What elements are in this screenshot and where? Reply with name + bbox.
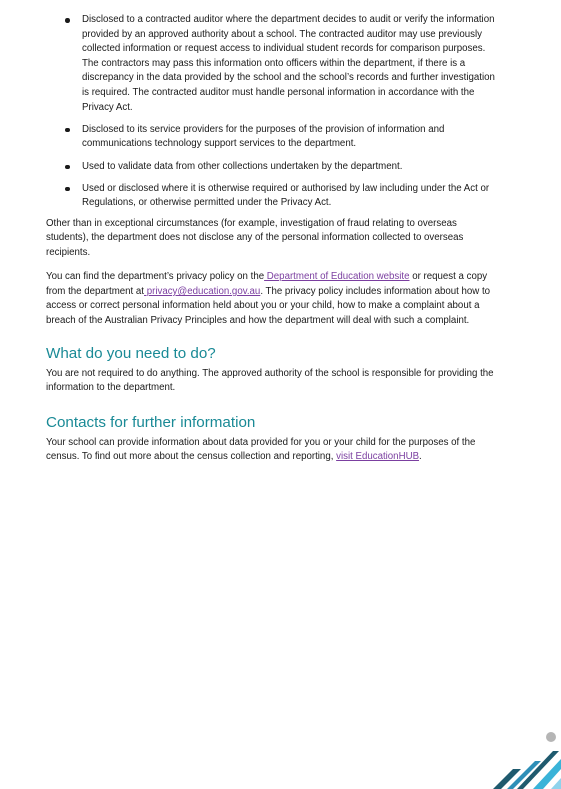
privacy-email-link[interactable]: privacy@education.gov.au xyxy=(144,285,261,297)
corner-stripe-light-2 xyxy=(551,778,561,789)
document-page xyxy=(46,13,498,472)
privacy-paragraph xyxy=(46,270,498,328)
contacts-heading: Contacts for further information xyxy=(46,413,256,431)
contacts-end: . xyxy=(419,451,422,463)
corner-decoration xyxy=(471,729,561,789)
privacy-text-1: You can find the department’s privacy policy on the xyxy=(46,271,265,283)
corner-dot xyxy=(546,732,556,742)
contacts-text: Your school can provide information about data provided for you or your child for the purposes of the census. To find out more about the census collection and reporting, xyxy=(46,436,476,463)
list-item: Disclosed to a contracted auditor where the department decides to audit or verify the information provided by an approved authority about a school. The contracted auditor may use previously collected information or request access to individual student records for comparison purposes. The contractors may pass this information onto officers within the department, if there is a discrepancy in the data provided by the school and the school’s records and further investigation is required. The contracted auditor must handle personal information in accordance with the Privacy Act. xyxy=(46,13,498,115)
list-item: Used to validate data from other collections undertaken by the department. xyxy=(46,160,498,175)
privacy-text-3: . The privacy policy includes information about how to access or correct personal information held about you or your child, how to make a complaint about a breach of the Australian Privacy Principles and how the department will deal with such a complaint. xyxy=(46,285,491,327)
todo-heading: What do you need to do? xyxy=(46,344,216,362)
disclosure-list xyxy=(46,13,498,211)
list-item: Disclosed to its service providers for the purposes of the provision of information and communications technology support services to the department. xyxy=(46,123,498,152)
department-website-link[interactable]: Department of Education website xyxy=(264,271,410,283)
privacy-text-2: or request a copy from the department at xyxy=(46,271,488,297)
overseas-paragraph: Other than in exceptional circumstances (for example, investigation of fraud relating to overseas students), the department does not disclose any of the personal information collected to overseas recipients. xyxy=(46,217,464,258)
corner-stripe-dark-2 xyxy=(493,769,521,789)
todo-paragraph: You are not required to do anything. The approved authority of the school is responsible for providing the information to the department. xyxy=(46,367,494,394)
contacts-paragraph xyxy=(46,436,498,465)
list-item: Used or disclosed where it is otherwise required or authorised by law including under the Act or Regulations, or otherwise permitted under the Privacy Act. xyxy=(46,182,498,211)
education-hub-link[interactable]: visit EducationHUB xyxy=(336,451,420,463)
